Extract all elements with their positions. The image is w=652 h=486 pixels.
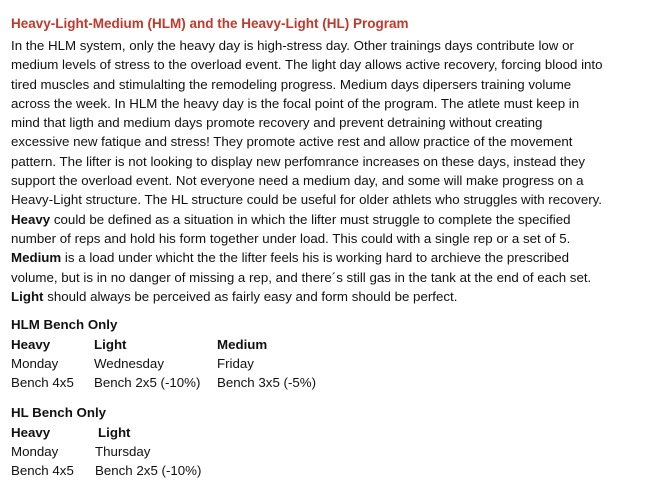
hlm-day-light: Wednesday	[94, 356, 164, 371]
paragraph-line: support the overload event. Not everyone need a medium day, and some will make progress on a	[11, 173, 584, 189]
hlm-header-light: Light	[94, 337, 127, 352]
hl-header-heavy: Heavy	[11, 425, 51, 440]
hl-day-light: Thursday	[95, 444, 151, 459]
paragraph-line: In the HLM system, only the heavy day is high-stress day. Other trainings days contribute low or	[11, 38, 574, 53]
section-heading: Heavy-Light-Medium (HLM) and the Heavy-Light (HL) Program	[11, 16, 409, 31]
hlm-load-light: Bench 2x5 (-10%)	[94, 375, 201, 390]
hlm-day-heavy: Monday	[11, 356, 59, 371]
heavy-term: Heavy	[11, 211, 51, 227]
medium-definition-continuation: volume, but is in no danger of missing a rep, and there´s still gas in the tank at the end of each set.	[11, 269, 592, 285]
hlm-load-heavy: Bench 4x5	[11, 375, 74, 390]
paragraph-line: tired muscles and stimulalting the remodeling progress. Medium days dipersers training volume	[11, 76, 572, 92]
light-definition-text: should always be perceived as fairly easy and form should be perfect.	[43, 288, 458, 304]
medium-definition-text: is a load under whicht the the lifter feels his is working hard to archieve the prescribed	[61, 250, 569, 266]
paragraph-line: across the week. In HLM the heavy day is the focal point of the program. The atlete must keep in	[11, 95, 580, 111]
medium-definition-line	[11, 248, 636, 267]
light-definition-line	[11, 287, 636, 306]
hlm-day-medium: Friday	[217, 356, 254, 371]
heavy-definition-line	[11, 210, 636, 229]
medium-term: Medium	[11, 250, 62, 266]
paragraph-line: medium levels of stress to the overload event. The light day allows active recovery, forcing blood into	[11, 57, 603, 73]
light-term: Light	[11, 288, 44, 304]
hl-load-light: Bench 2x5 (-10%)	[95, 463, 202, 478]
hlm-header-medium: Medium	[217, 337, 268, 352]
body-paragraph	[11, 36, 636, 306]
hlm-header-heavy: Heavy	[11, 337, 51, 352]
heavy-definition-text: could be defined as a situation in which the lifter must struggle to complete the specified	[50, 211, 571, 227]
hl-table-title: HL Bench Only	[11, 405, 107, 420]
hl-header-light: Light	[98, 425, 131, 440]
heavy-definition-continuation: number of reps and hold his form together under load. This could with a single rep or a set of 5.	[11, 230, 571, 246]
hl-day-heavy: Monday	[11, 444, 59, 459]
paragraph-line: mind that ligth and medium days promote recovery and prevent detraining without creating	[11, 115, 543, 131]
paragraph-line: Heavy-Light structure. The HL structure could be useful for older athlets who struggles with recovery.	[11, 192, 603, 208]
paragraph-line: pattern. The lifter is not looking to display new perfomrance increases on these days, instead they	[11, 153, 586, 169]
hlm-table-title: HLM Bench Only	[11, 317, 118, 332]
hlm-load-medium: Bench 3x5 (-5%)	[217, 375, 317, 390]
hl-load-heavy: Bench 4x5	[11, 463, 74, 478]
paragraph-line: excessive new fatique and stress! They promote active rest and allow practice of the movement	[11, 134, 573, 150]
